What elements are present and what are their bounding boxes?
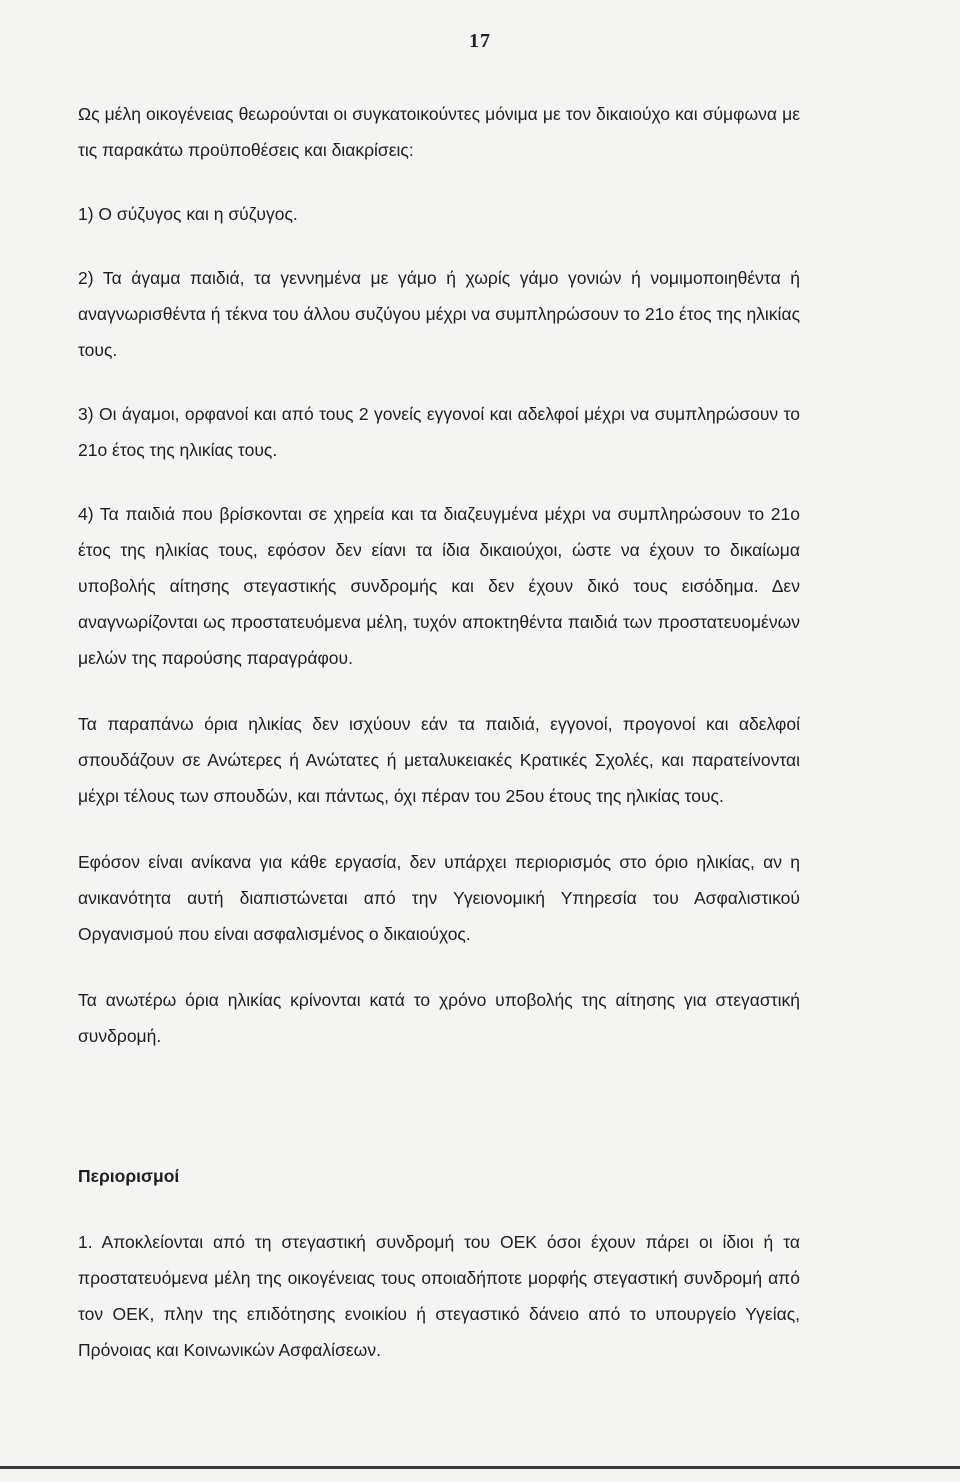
list-item-spouse: 1) Ο σύζυγος και η σύζυγος. [78, 204, 298, 224]
timing-paragraph: Τα ανωτέρω όρια ηλικίας κρίνονται κατά το χρόνο υποβολής της αίτησης για στεγαστική συνδρομή. [78, 990, 800, 1046]
intro-paragraph: Ως μέλη οικογένειας θεωρούνται οι συγκατοικούντες μόνιμα με τον δικαιούχο και σύμφωνα με τις παρακάτω προϋποθέσεις και διακρίσεις: [78, 104, 800, 160]
list-item-children: 2) Τα άγαμα παιδιά, τα γεννημένα με γάμο ή χωρίς γάμο γονιών ή νομιμοποιηθέντα ή αναγνωρισθέντα ή τέκνα του άλλου συζύγου μέχρι να συμπληρώσουν το 21ο έτος της ηλικίας τους. [78, 268, 800, 360]
age-limits-paragraph: Τα παραπάνω όρια ηλικίας δεν ισχύουν εάν τα παιδιά, εγγονοί, προγονοί και αδελφοί σπουδάζουν σε Ανώτερες ή Ανώτατες ή μεταλυκειακές Κρατικές Σχολές, και παρατείνονται μέχρι τέλους των σπουδών, και πάντως, όχι πέραν του 25ου έτους της ηλικίας τους. [78, 714, 800, 806]
list-item-widowed-divorced: 4) Τα παιδιά που βρίσκονται σε χηρεία και τα διαζευγμένα μέχρι να συμπληρώσουν το 21ο έτος της ηλικίας τους, εφόσον δεν είανι τα ίδια δικαιούχοι, ώστε να έχουν το δικαίωμα υποβολής αίτησης στεγαστικής συνδρομής και δεν έχουν δικό τους εισόδημα. Δεν αναγνωρίζονται ως προστατευόμενα μέλη, τυχόν αποκτηθέντα παιδιά των προστατευομένων μελών της παρούσης παραγράφου. [78, 504, 800, 668]
list-item-orphans: 3) Οι άγαμοι, ορφανοί και από τους 2 γονείς εγγονοί και αδελφοί μέχρι να συμπληρώσουν το 21ο έτος της ηλικίας τους. [78, 404, 800, 460]
restriction-item-1: 1. Αποκλείονται από τη στεγαστική συνδρομή του ΟΕΚ όσοι έχουν πάρει οι ίδιοι ή τα προστατευόμενα μέλη της οικογένειας τους οποιαδήποτε μορφής στεγαστική συνδρομή από τον ΟΕΚ, πλην της επιδότησης ενοικίου ή στεγαστικό δάνειο από το υπουργείο Υγείας, Πρόνοιας και Κοινωνικών Ασφαλίσεων. [78, 1232, 800, 1360]
document-body [78, 96, 800, 1398]
page-number: 17 [469, 30, 491, 52]
restrictions-heading: Περιορισμοί [78, 1166, 180, 1186]
page-bottom-rule [0, 1466, 960, 1469]
disability-paragraph: Εφόσον είναι ανίκανα για κάθε εργασία, δεν υπάρχει περιορισμός στο όριο ηλικίας, αν η ανικανότητα αυτή διαπιστώνεται από την Υγειονομική Υπηρεσία του Ασφαλιστικού Οργανισμού που είναι ασφαλισμένος ο δικαιούχος. [78, 852, 800, 944]
